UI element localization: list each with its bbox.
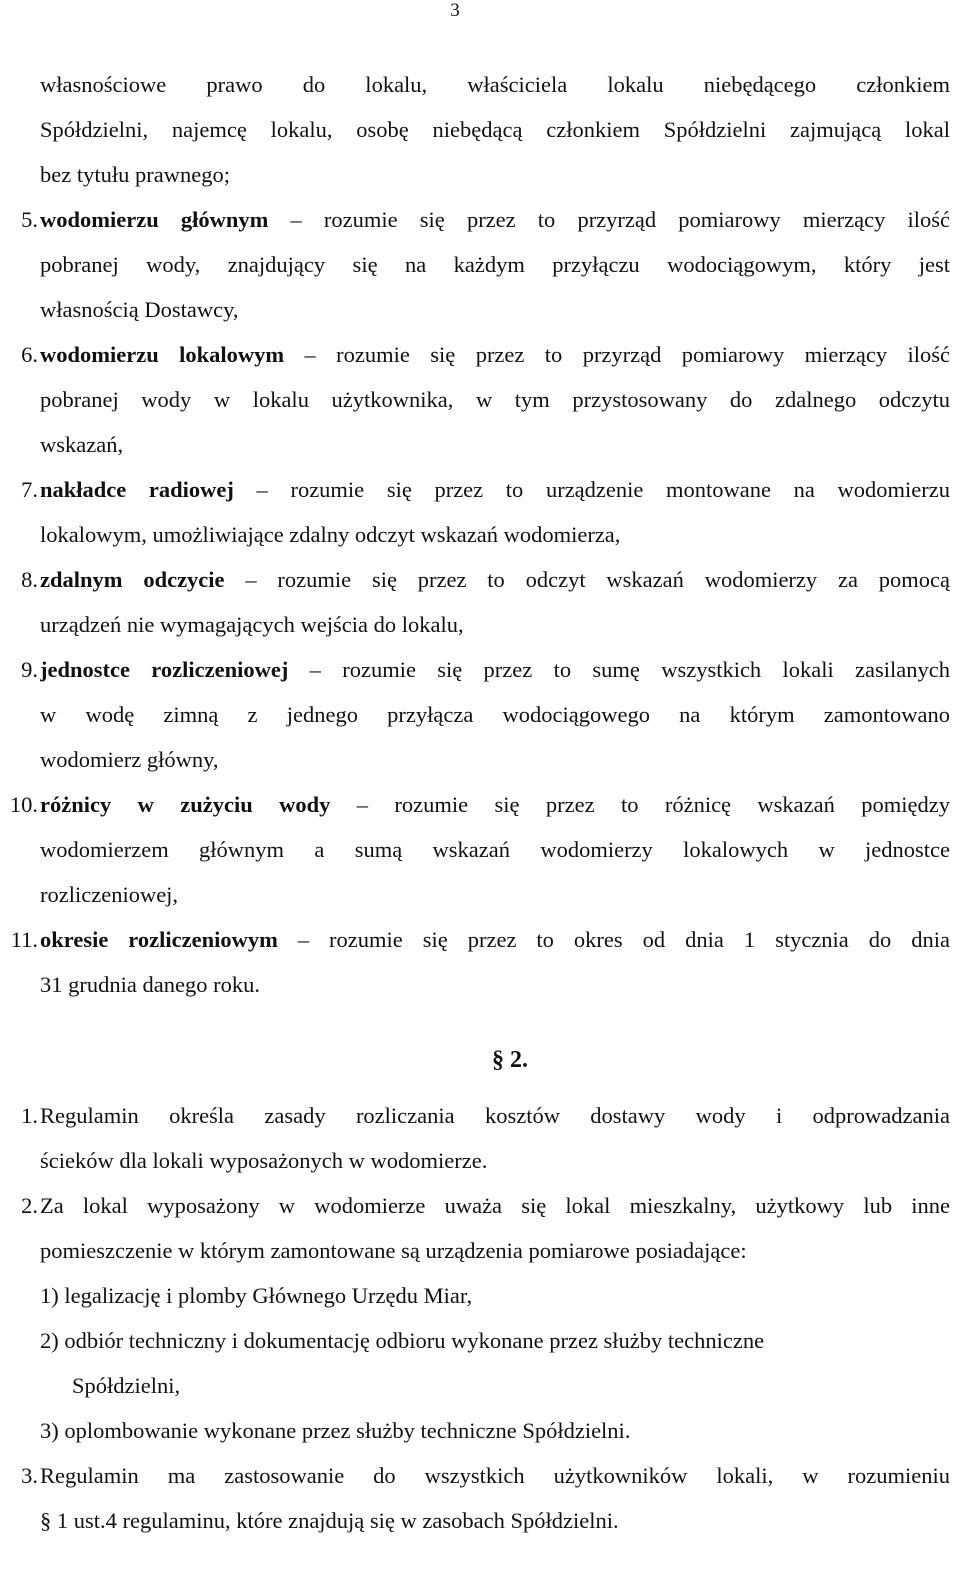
definition-text: – rozumie się przez to przyrząd pomiarowy mierzący ilość (268, 207, 950, 232)
sub-list (40, 1273, 950, 1453)
item-number: 3. (21, 1463, 38, 1488)
definition-text: – rozumie się przez to urządzenie montowane na wodomierzu (233, 477, 950, 502)
definitions-list (9, 197, 950, 1007)
text-line (40, 917, 950, 962)
text-line (40, 557, 950, 602)
text-line: Za lokal wyposażony w wodomierze uważa się lokal mieszkalny, użytkowy lub inne (40, 1193, 950, 1218)
sub-item-continuation: Spółdzielni, (72, 1373, 181, 1398)
text-line: 31 grudnia danego roku. (40, 972, 260, 997)
page-number: 3 (450, 0, 460, 21)
item-number: 5. (21, 207, 38, 232)
text-line: rozliczeniowej, (40, 882, 179, 907)
item-number: 2. (21, 1193, 38, 1218)
text-line: własnością Dostawcy, (40, 297, 239, 322)
text-line (40, 332, 950, 377)
definition-text: – rozumie się przez to okres od dnia 1 stycznia do dnia (277, 927, 950, 952)
defined-term: okresie rozliczeniowym (40, 927, 278, 952)
definition-item (21, 332, 950, 467)
text-line (40, 467, 950, 512)
text-line: pobranej wody, znajdujący się na każdym przyłączu wodociągowym, który jest (40, 252, 950, 277)
definition-item (9, 782, 950, 917)
definition-item (21, 467, 950, 557)
text-line (40, 197, 950, 242)
defined-term: wodomierzu lokalowym (40, 342, 285, 367)
text-line: wodomierz główny, (40, 747, 219, 772)
defined-term: różnicy w zużyciu wody (40, 792, 331, 817)
sub-item: 3) oplombowanie wykonane przez służby techniczne Spółdzielni. (40, 1418, 631, 1443)
item-number: 6. (21, 342, 38, 367)
text-line: ścieków dla lokali wyposażonych w wodomierze. (40, 1148, 488, 1173)
paragraph-item (21, 1453, 950, 1543)
definition-text: – rozumie się przez to przyrząd pomiarowy mierzący ilość (284, 342, 950, 367)
document-body (9, 62, 950, 1543)
definition-text: – rozumie się przez to sumę wszystkich lokali zasilanych (288, 657, 950, 682)
text-line: w wodę zimną z jednego przyłącza wodociągowego na którym zamontowano (40, 702, 950, 727)
text-line: Regulamin ma zastosowanie do wszystkich użytkowników lokali, w rozumieniu (40, 1463, 950, 1488)
item-number: 7. (21, 477, 38, 502)
text-line: Spółdzielni, najemcę lokalu, osobę niebędącą członkiem Spółdzielni zajmującą lokal (40, 117, 950, 142)
definition-item (21, 197, 950, 332)
text-line: bez tytułu prawnego; (40, 162, 230, 187)
definition-item (21, 557, 950, 647)
text-line (40, 782, 950, 827)
text-line: Regulamin określa zasady rozliczania kosztów dostawy wody i odprowadzania (40, 1103, 950, 1128)
paragraph-item (21, 1183, 950, 1453)
text-line: wodomierzem głównym a sumą wskazań wodomierzy lokalowych w jednostce (40, 837, 950, 862)
item-number: 10. (9, 792, 38, 817)
sub-item: 2) odbiór techniczny i dokumentację odbioru wykonane przez służby techniczne (40, 1328, 765, 1353)
definition-item (10, 917, 950, 1007)
item-number: 11. (10, 927, 38, 952)
item-number: 8. (21, 567, 38, 592)
definition-text: – rozumie się przez to różnicę wskazań pomiędzy (330, 792, 950, 817)
text-line: urządzeń nie wymagających wejścia do lokalu, (40, 612, 464, 637)
item-number: 9. (21, 657, 38, 682)
defined-term: wodomierzu głównym (40, 207, 269, 232)
definition-text: – rozumie się przez to odczyt wskazań wodomierzy za pomocą (224, 567, 950, 592)
section-heading: § 2. (492, 1047, 528, 1073)
text-line: pomieszczenie w którym zamontowane są urządzenia pomiarowe posiadające: (40, 1238, 747, 1263)
defined-term: zdalnym odczycie (40, 567, 225, 592)
defined-term: jednostce rozliczeniowej (40, 657, 289, 682)
text-line: własnościowe prawo do lokalu, właściciela lokalu niebędącego członkiem (40, 72, 950, 97)
text-line: lokalowym, umożliwiające zdalny odczyt wskazań wodomierza, (40, 522, 621, 547)
continuation-text (40, 62, 950, 197)
defined-term: nakładce radiowej (40, 477, 234, 502)
paragraph-item (21, 1093, 950, 1183)
definition-item (21, 647, 950, 782)
text-line (40, 647, 950, 692)
text-line: pobranej wody w lokalu użytkownika, w tym przystosowany do zdalnego odczytu (40, 387, 950, 412)
item-number: 1. (21, 1103, 38, 1128)
text-line: § 1 ust.4 regulaminu, które znajdują się w zasobach Spółdzielni. (40, 1508, 619, 1533)
text-line: wskazań, (40, 432, 124, 457)
sub-item: 1) legalizację i plomby Głównego Urzędu Miar, (40, 1283, 473, 1308)
